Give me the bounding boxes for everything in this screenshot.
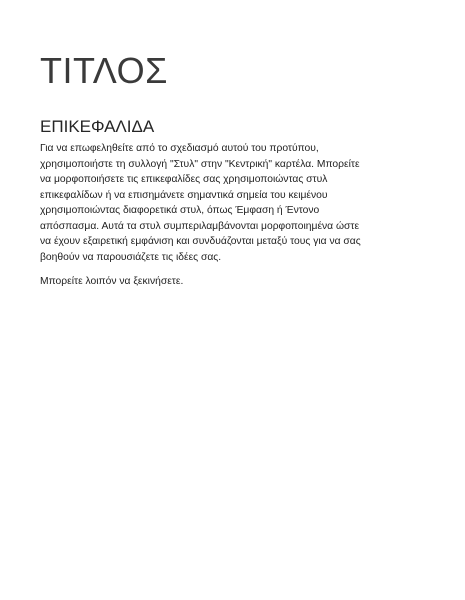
- document-title: ΤΙΤΛΟΣ: [40, 50, 168, 91]
- body-paragraph: [40, 141, 430, 265]
- body-line: να έχουν εξαιρετική εμφάνιση και συνδυάζονται μεταξύ τους για να σας: [40, 236, 361, 247]
- body-line: να μορφοποιήσετε τις επικεφαλίδες σας χρησιμοποιώντας στυλ: [40, 174, 328, 185]
- body-line: απόσπασμα. Αυτά τα στυλ συμπεριλαμβάνονται μορφοποιημένα ώστε: [40, 220, 360, 232]
- body-line: χρησιμοποιήστε τη συλλογή "Στυλ" στην "Κεντρική" καρτέλα. Μπορείτε: [40, 158, 360, 170]
- body-line: Για να επωφεληθείτε από το σχεδιασμό αυτού του προτύπου,: [40, 143, 319, 154]
- body-line: βοηθούν να παρουσιάζετε τις ιδέες σας.: [40, 251, 222, 263]
- closing-paragraph: Μπορείτε λοιπόν να ξεκινήσετε.: [40, 276, 184, 287]
- document-content: [40, 50, 430, 299]
- body-line: χρησιμοποιώντας διαφορετικά στυλ, όπως Έμφαση ή Έντονο: [40, 205, 320, 216]
- body-line: επικεφαλίδων ή να επισημάνετε σημαντικά σημεία του κειμένου: [40, 189, 328, 201]
- section-heading: ΕΠΙΚΕΦΑΛΙΔΑ: [40, 117, 155, 136]
